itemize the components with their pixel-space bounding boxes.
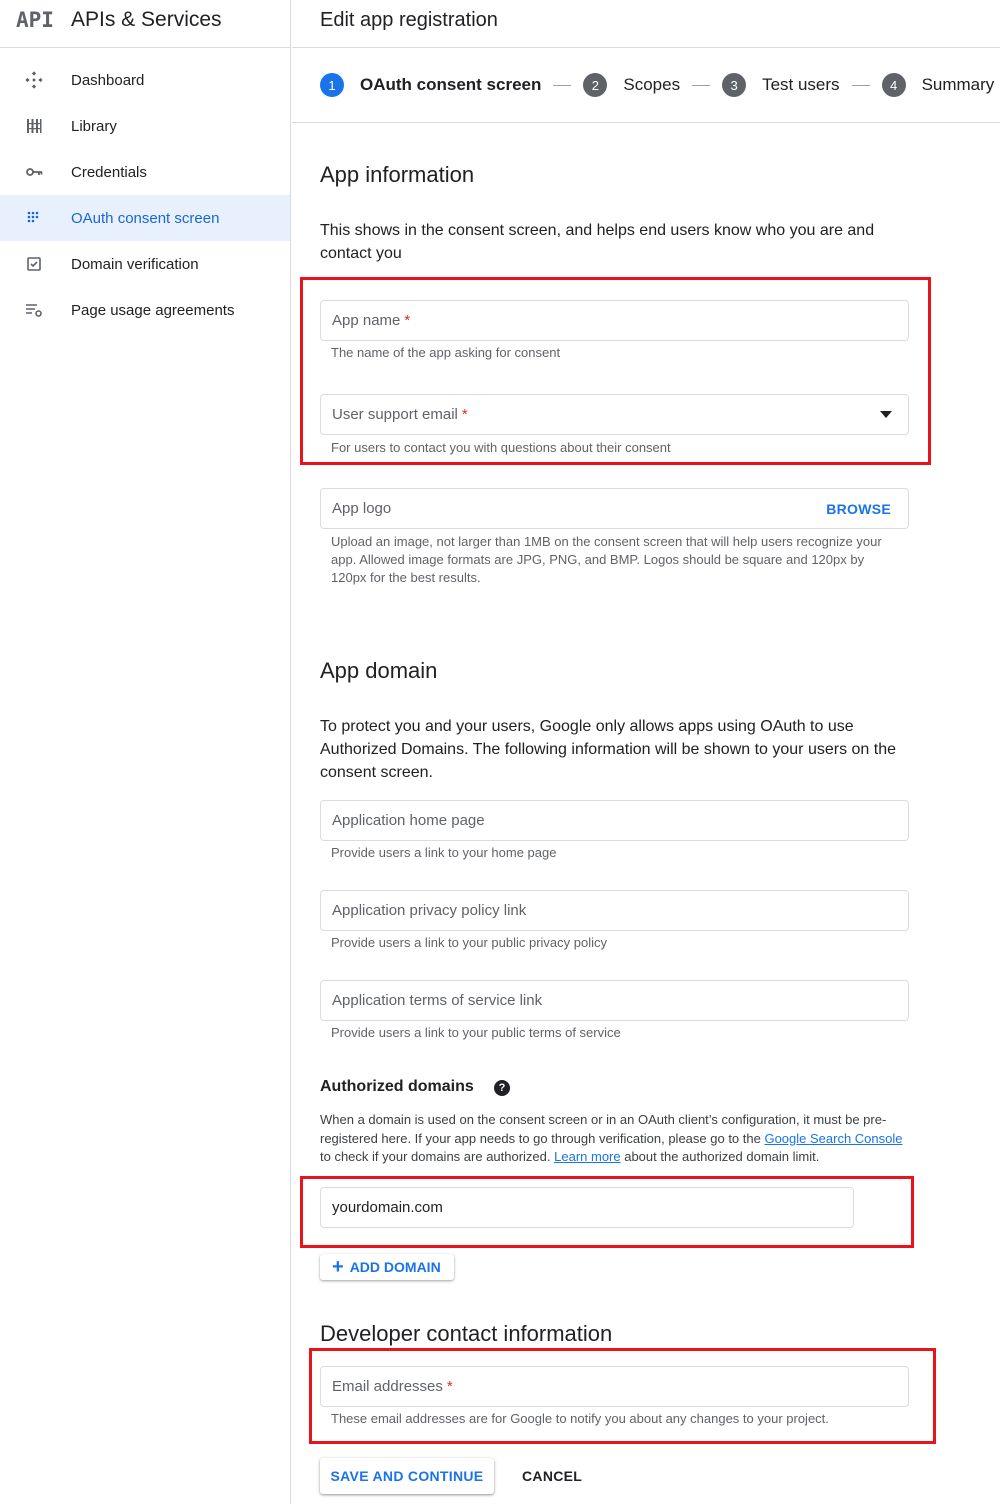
terms-of-service-hint: Provide users a link to your public terms of service	[331, 1025, 621, 1040]
step-test-users[interactable]	[722, 73, 839, 97]
step-separator	[852, 85, 870, 86]
app-name-label: App name	[332, 312, 401, 329]
privacy-policy-label: Application privacy policy link	[332, 902, 527, 919]
home-page-hint: Provide users a link to your home page	[331, 845, 557, 860]
user-support-email-hint: For users to contact you with questions about their consent	[331, 440, 671, 455]
add-domain-label: ADD DOMAIN	[349, 1259, 441, 1275]
sidebar-item-dashboard[interactable]	[0, 57, 290, 103]
terms-of-service-label: Application terms of service link	[332, 992, 543, 1009]
browse-button[interactable]: BROWSE	[826, 500, 891, 517]
description-text: to check if your domains are authorized.	[320, 1149, 555, 1164]
divider	[292, 47, 1000, 48]
add-domain-button[interactable]	[320, 1254, 454, 1280]
checkbox-icon	[24, 254, 44, 274]
developer-email-hint: These email addresses are for Google to notify you about any changes to your project.	[331, 1411, 829, 1426]
save-and-continue-button[interactable]: SAVE AND CONTINUE	[320, 1458, 494, 1494]
sidebar	[0, 0, 291, 1504]
library-icon	[24, 116, 44, 136]
app-domain-description: To protect you and your users, Google only allows apps using OAuth to use Authorized Domains. The following information will be shown to your users on the consent screen.	[320, 718, 896, 781]
user-support-email-label: User support email	[332, 406, 458, 423]
step-oauth-consent-screen[interactable]	[320, 73, 541, 97]
highlight-box	[309, 1348, 936, 1444]
authorized-domains-description	[320, 1111, 912, 1167]
required-marker: *	[404, 312, 411, 329]
step-label: Scopes	[623, 75, 681, 94]
home-page-label: Application home page	[332, 812, 485, 829]
step-label: Test users	[762, 75, 840, 94]
sidebar-item-label: Domain verification	[71, 255, 199, 273]
privacy-policy-hint: Provide users a link to your public privacy policy	[331, 935, 608, 950]
app-domain-heading: App domain	[320, 658, 438, 683]
terms-of-service-input[interactable]	[320, 980, 909, 1021]
cancel-button[interactable]: CANCEL	[522, 1468, 583, 1484]
sidebar-item-label: Dashboard	[71, 71, 145, 89]
app-logo-field[interactable]	[320, 488, 909, 529]
sidebar-header	[0, 0, 290, 48]
step-number: 4	[882, 73, 906, 97]
key-icon	[24, 162, 44, 182]
sidebar-item-label: Page usage agreements	[71, 301, 235, 319]
step-label: Summary	[921, 75, 995, 94]
app-logo-hint: Upload an image, not larger than 1MB on the consent screen that will help users recognize your app. Allowed image formats are JPG, PNG, and BMP. Logos should be square and 120px by 120px for the best results.	[331, 534, 882, 585]
page-title: Edit app registration	[320, 9, 498, 31]
step-number: 1	[320, 73, 344, 97]
sidebar-item-label: Library	[71, 117, 117, 135]
settings-list-icon	[24, 300, 44, 320]
description-text: about the authorized domain limit.	[620, 1149, 820, 1164]
google-search-console-link[interactable]: Google Search Console	[764, 1130, 903, 1146]
app-logo-label: App logo	[332, 500, 392, 517]
email-addresses-label: Email addresses	[332, 1378, 443, 1395]
api-logo: API	[16, 8, 54, 32]
sidebar-item-domain-verification[interactable]	[0, 241, 290, 287]
required-marker: *	[446, 1378, 453, 1395]
plus-icon: +	[332, 1256, 344, 1278]
sidebar-item-credentials[interactable]	[0, 149, 290, 195]
divider	[292, 122, 1000, 123]
dashboard-icon	[24, 70, 44, 90]
highlight-box	[300, 277, 931, 465]
step-scopes[interactable]	[583, 73, 680, 97]
main-content	[292, 0, 1000, 1504]
sidebar-nav	[0, 57, 290, 333]
authorized-domains-heading: Authorized domains	[320, 1078, 474, 1095]
required-marker: *	[461, 406, 468, 423]
sidebar-item-oauth-consent-screen[interactable]	[0, 195, 290, 241]
home-page-input[interactable]	[320, 800, 909, 841]
stepper	[320, 72, 994, 98]
sidebar-item-library[interactable]	[0, 103, 290, 149]
oauth-icon	[24, 208, 44, 228]
step-label: OAuth consent screen	[360, 75, 542, 94]
app-information-description: This shows in the consent screen, and helps end users know who you are and contact you	[320, 222, 875, 262]
developer-contact-heading: Developer contact information	[320, 1321, 613, 1346]
authorized-domain-value: yourdomain.com	[332, 1199, 443, 1216]
step-separator	[692, 85, 710, 86]
app-information-heading: App information	[320, 162, 475, 187]
step-number: 2	[583, 73, 607, 97]
highlight-box	[300, 1176, 914, 1248]
sidebar-title[interactable]: APIs & Services	[71, 8, 222, 31]
step-summary[interactable]	[882, 73, 995, 97]
learn-more-link[interactable]: Learn more	[554, 1149, 621, 1164]
step-separator	[553, 85, 571, 86]
description-text: When a domain is used on the consent screen or in an OAuth client’s configuration, it must be pre-registered here. If your app needs to go through verification, please go to the	[320, 1112, 887, 1146]
app-name-hint: The name of the app asking for consent	[331, 345, 561, 360]
sidebar-item-page-usage-agreements[interactable]	[0, 287, 290, 333]
sidebar-item-label: Credentials	[71, 163, 147, 181]
privacy-policy-input[interactable]	[320, 890, 909, 931]
sidebar-item-label: OAuth consent screen	[71, 209, 220, 227]
step-number: 3	[722, 73, 746, 97]
help-icon[interactable]: ?	[494, 1080, 510, 1096]
